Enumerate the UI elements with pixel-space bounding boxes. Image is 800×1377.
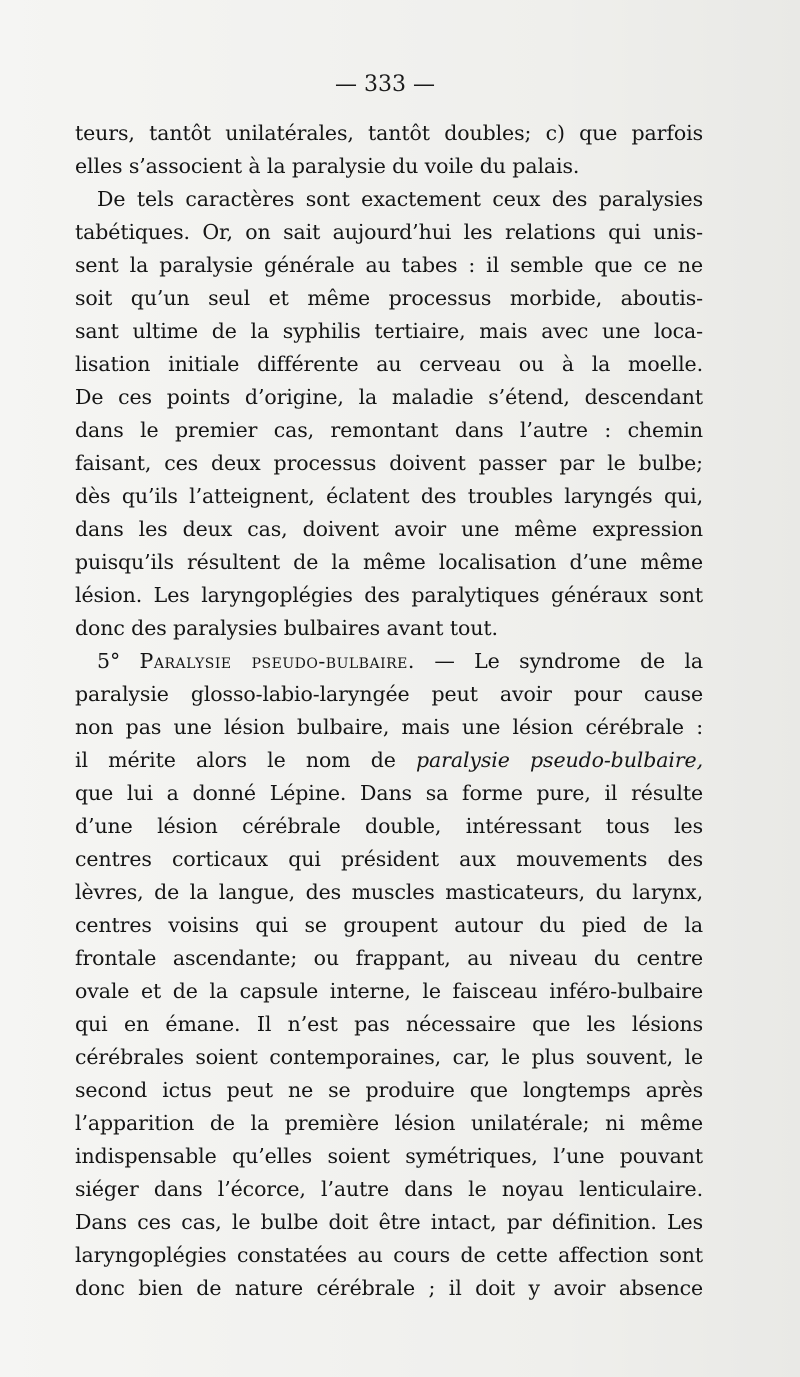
text-line: qui en émane. Il n’est pas nécessaire que les lésions — [75, 1012, 703, 1036]
text-line: paralysie glosso-labio-laryngée peut avoir pour cause — [75, 682, 703, 706]
text-line: centres voisins qui se groupent autour du pied de la — [75, 913, 703, 937]
text-line: lésion. Les laryngoplégies des paralytiques généraux sont — [75, 583, 703, 607]
text-span: il mérite alors le nom de — [75, 748, 416, 772]
body-text — [75, 117, 703, 1305]
text-line: De tels caractères sont exactement ceux des paralysies — [97, 187, 703, 211]
text-line: De ces points d’origine, la maladie s’étend, descendant — [75, 385, 703, 409]
text-line: sant ultime de la syphilis tertiaire, mais avec une loca- — [75, 319, 703, 343]
text-line: donc des paralysies bulbaires avant tout. — [75, 616, 498, 640]
text-line: ovale et de la capsule interne, le faisceau inféro-bulbaire — [75, 979, 703, 1003]
text-line: l’apparition de la première lésion unilatérale; ni même — [75, 1111, 703, 1135]
text-line: faisant, ces deux processus doivent passer par le bulbe; — [75, 451, 703, 475]
page-number: — 333 — — [335, 72, 435, 97]
text-line: d’une lésion cérébrale double, intéressant tous les — [75, 814, 703, 838]
text-line: laryngoplégies constatées au cours de cette affection sont — [75, 1243, 703, 1267]
text-line: second ictus peut ne se produire que longtemps après — [75, 1078, 703, 1102]
text-line: lisation initiale différente au cerveau ou à la moelle. — [75, 352, 703, 376]
text-line: tabétiques. Or, on sait aujourd’hui les relations qui unis- — [75, 220, 703, 244]
text-line: indispensable qu’elles soient symétriques, l’une pouvant — [75, 1144, 703, 1168]
text-line: lèvres, de la langue, des muscles masticateurs, du larynx, — [75, 880, 703, 904]
text-line — [75, 744, 703, 777]
text-line: sent la paralysie générale au tabes : il semble que ce ne — [75, 253, 703, 277]
text-span: — Le syndrome de la — [414, 649, 704, 673]
text-line: que lui a donné Lépine. Dans sa forme pure, il résulte — [75, 781, 703, 805]
text-line: dans le premier cas, remontant dans l’autre : chemin — [75, 418, 703, 442]
text-line: donc bien de nature cérébrale ; il doit y avoir absence — [75, 1276, 703, 1300]
text-line: centres corticaux qui président aux mouvements des — [75, 847, 703, 871]
text-line: non pas une lésion bulbaire, mais une lésion cérébrale : — [75, 715, 703, 739]
text-line: cérébrales soient contemporaines, car, le plus souvent, le — [75, 1045, 703, 1069]
text-line: siéger dans l’écorce, l’autre dans le noyau lenticulaire. — [75, 1177, 703, 1201]
text-line: Dans ces cas, le bulbe doit être intact, par définition. Les — [75, 1210, 703, 1234]
text-line: dès qu’ils l’atteignent, éclatent des troubles laryngés qui, — [75, 484, 703, 508]
text-line: soit qu’un seul et même processus morbide, aboutis- — [75, 286, 703, 310]
section-heading: Paralysie pseudo-bulbaire. — [139, 649, 415, 673]
text-span: 5° — [97, 649, 140, 673]
text-line: puisqu’ils résultent de la même localisation d’une même — [75, 550, 703, 574]
text-line: dans les deux cas, doivent avoir une même expression — [75, 517, 703, 541]
text-line — [75, 645, 703, 678]
text-line: frontale ascendante; ou frappant, au niveau du centre — [75, 946, 703, 970]
text-line: teurs, tantôt unilatérales, tantôt doubles; c) que parfois — [75, 121, 703, 145]
italic-term: paralysie pseudo-bulbaire, — [415, 748, 703, 772]
text-line: elles s’associent à la paralysie du voile du palais. — [75, 154, 580, 178]
